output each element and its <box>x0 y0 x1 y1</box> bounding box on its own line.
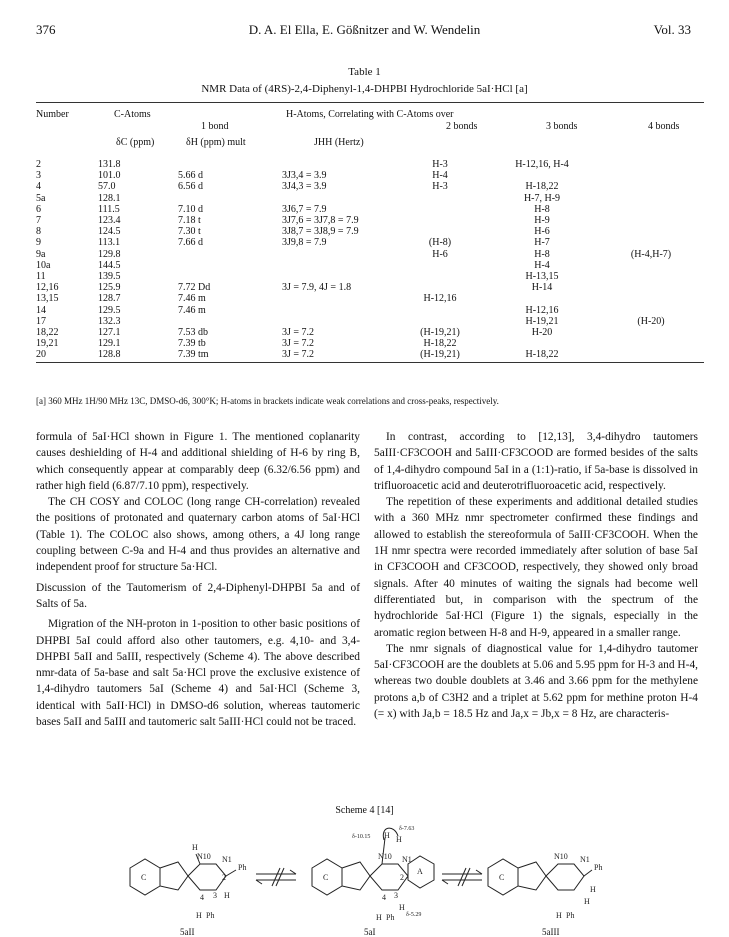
header-number: Number <box>36 109 69 120</box>
table-label: Table 1 <box>348 66 381 78</box>
table-title: NMR Data of (4RS)-2,4-Diphenyl-1,4-DHPBI Hydrochloride 5aI·HCl [a] <box>201 83 528 95</box>
table-cell: 7.46 m <box>178 293 206 305</box>
table-row <box>36 226 704 237</box>
svg-text:4: 4 <box>382 893 386 902</box>
table-cell <box>598 204 704 215</box>
svg-text:Ph: Ph <box>386 913 395 922</box>
table-cell <box>598 305 704 316</box>
svg-text:3: 3 <box>394 891 398 900</box>
structure-5aII <box>130 843 246 920</box>
svg-text:H: H <box>192 843 198 852</box>
header-2-bonds: 2 bonds <box>446 121 478 132</box>
table-cell <box>282 260 394 271</box>
table-cell: 7 <box>36 215 41 227</box>
label-5aII: 5aII <box>180 927 195 937</box>
structure-5aI <box>312 826 434 922</box>
svg-text:H: H <box>590 885 596 894</box>
table-cell: H-12,16, H-4 <box>515 159 569 170</box>
svg-text:H: H <box>556 911 562 920</box>
table-row <box>36 349 704 360</box>
table-cell: 123.4 <box>98 215 121 227</box>
svg-text:C: C <box>499 873 505 882</box>
table-cell <box>178 271 282 282</box>
left-column <box>36 429 360 730</box>
page-number: 376 <box>36 22 56 37</box>
table-cell: 7.39 tb <box>178 338 206 350</box>
header-delta-h: δH (ppm) mult <box>186 137 246 148</box>
table-cell <box>598 271 704 282</box>
svg-text:δ-5.29: δ-5.29 <box>406 912 422 918</box>
table-cell: H-4 <box>432 170 448 182</box>
table-cell: 128.7 <box>98 293 121 305</box>
table-cell: 6 <box>36 203 41 215</box>
table-cell <box>394 316 486 327</box>
svg-text:N10: N10 <box>197 852 211 861</box>
table-cell: 57.0 <box>98 181 116 193</box>
table-cell: H-18,22 <box>423 338 457 350</box>
table-cell <box>394 305 486 316</box>
table-cell: 131.8 <box>98 159 121 170</box>
table-row <box>36 170 704 181</box>
table-cell: 2 <box>36 159 41 170</box>
table-cell <box>598 327 704 338</box>
table-cell <box>178 249 282 260</box>
table-cell: 129.1 <box>98 338 121 350</box>
table-row <box>36 271 704 282</box>
table-cell <box>178 260 282 271</box>
table-cell <box>598 193 704 204</box>
table-row <box>36 193 704 204</box>
header-1-bond: 1 bond <box>201 121 229 132</box>
table-cell <box>282 305 394 316</box>
table-cell: H-20 <box>531 327 553 339</box>
table-cell <box>486 338 598 349</box>
table-cell: (H-19,21) <box>420 349 460 361</box>
table-row <box>36 181 704 192</box>
table-cell <box>598 338 704 349</box>
header-jhh: JHH (Hertz) <box>314 137 364 148</box>
volume-label: Vol. 33 <box>653 22 691 37</box>
table-cell: 113.1 <box>98 237 121 249</box>
table-cell: 18,22 <box>36 327 59 339</box>
table-cell: H-3 <box>432 159 448 170</box>
paragraph: The nmr signals of diagnostical value for 1,4-dihydro tautomer 5aI·CF3COOH are the doublets at 5.06 and 5.95 ppm for H-3 and H-4, whereas two double doublets at 3.46 and 3.66 ppm for the methylene protons a,b of C3H2 and a triplet at 5.62 ppm for methine proton H-4 (= x) with Ja,b = 18.5 Hz and Ja,x = Jb,x = 8 Hz, are characteris- <box>374 642 698 721</box>
table-cell: 9 <box>36 237 41 249</box>
svg-text:H: H <box>224 891 230 900</box>
table-cell: H-7 <box>534 237 550 249</box>
table-row <box>36 305 704 316</box>
svg-text:Ph: Ph <box>206 911 215 920</box>
svg-text:2: 2 <box>222 873 226 882</box>
header-4-bonds: 4 bonds <box>648 121 680 132</box>
table-row <box>36 159 704 170</box>
table-cell: 5.66 d <box>178 170 203 182</box>
table-cell: 3J = 7.2 <box>282 349 315 361</box>
table-cell <box>178 159 282 170</box>
table-cell: 7.72 Dd <box>178 282 211 294</box>
header-c-atoms: C-Atoms <box>114 109 151 120</box>
svg-text:H: H <box>399 903 405 912</box>
svg-text:δ-10.15: δ-10.15 <box>352 834 371 840</box>
table-row <box>36 237 704 248</box>
table-cell: 6.56 d <box>178 181 203 193</box>
table-cell: 17 <box>36 315 46 327</box>
table-cell <box>282 193 394 204</box>
table-cell: H-8 <box>534 203 550 215</box>
table-cell: 3J8,7 = 3J8,9 = 7.9 <box>282 226 359 238</box>
table-top-rule <box>36 102 704 103</box>
table-cell: 9a <box>36 248 46 260</box>
table-footnote: [a] 360 MHz 1H/90 MHz 13C, DMSO-d6, 300°K; H-atoms in brackets indicate weak correlations and cross-peaks, respectively. <box>36 396 499 406</box>
table-cell: (H-20) <box>637 315 665 327</box>
table-cell <box>178 316 282 327</box>
svg-text:N1: N1 <box>580 855 590 864</box>
ring-c-label: C <box>141 873 147 882</box>
right-column <box>374 429 698 722</box>
table-cell <box>178 193 282 204</box>
table-cell: 7.53 db <box>178 327 208 339</box>
table-row <box>36 282 704 293</box>
table-cell: 13,15 <box>36 293 59 305</box>
label-5aI: 5aI <box>364 927 376 937</box>
scheme-title: Scheme 4 [14] <box>335 805 394 816</box>
table-cell: H-14 <box>531 282 553 294</box>
table-cell: H-6 <box>534 226 550 238</box>
table-cell: 4 <box>36 181 41 193</box>
svg-text:C: C <box>323 873 329 882</box>
table-cell: 3J = 7.2 <box>282 338 315 350</box>
table-row <box>36 204 704 215</box>
table-cell: 3 <box>36 170 41 182</box>
table-cell: H-6 <box>432 248 448 260</box>
table-cell: 132.3 <box>98 315 121 327</box>
table-cell: 128.8 <box>98 349 121 361</box>
table-cell <box>394 193 486 204</box>
table-cell: 3J6,7 = 7.9 <box>282 203 327 215</box>
table-cell: 125.9 <box>98 282 121 294</box>
svg-text:Ph: Ph <box>566 911 575 920</box>
table-cell <box>282 159 394 170</box>
table-cell <box>598 226 704 237</box>
svg-text:N1: N1 <box>222 855 232 864</box>
table-cell: 127.1 <box>98 327 121 339</box>
svg-text:N10: N10 <box>554 852 568 861</box>
table-cell: 7.30 t <box>178 226 201 238</box>
table-row <box>36 327 704 338</box>
header-3-bonds: 3 bonds <box>546 121 578 132</box>
paragraph: formula of 5aI·HCl shown in Figure 1. The mentioned coplanarity causes deshielding of H-4 and additional shielding of H-6 by ring B, which consequently appear at comparably deep (6.32/6.56 ppm) and rather high field (6.87/7.10 ppm), respectively. <box>36 431 360 492</box>
table-row <box>36 293 704 304</box>
table-cell <box>282 293 394 304</box>
table-cell: 3J = 7.2 <box>282 327 315 339</box>
table-cell: H-7, H-9 <box>523 192 561 204</box>
svg-text:H: H <box>376 913 382 922</box>
header-h-atoms: H-Atoms, Correlating with C-Atoms over <box>286 109 454 120</box>
table-cell: H-3 <box>432 181 448 193</box>
table-cell <box>598 260 704 271</box>
table-cell: 19,21 <box>36 338 59 350</box>
table-row <box>36 338 704 349</box>
svg-text:4: 4 <box>200 893 204 902</box>
table-cell: (H-4,H-7) <box>630 248 672 260</box>
table-cell: H-13,15 <box>525 271 559 283</box>
table-cell: 3J9,8 = 7.9 <box>282 237 327 249</box>
nmr-data-table <box>36 159 704 361</box>
table-cell: 3J7,6 = 3J7,8 = 7.9 <box>282 215 359 227</box>
table-cell: 14 <box>36 304 46 316</box>
header-delta-c: δC (ppm) <box>116 137 155 148</box>
table-cell: H-18,22 <box>525 349 559 361</box>
scheme-structures <box>0 818 729 937</box>
table-cell: (H-8) <box>428 237 452 249</box>
svg-text:N1: N1 <box>402 855 412 864</box>
table-cell: 124.5 <box>98 226 121 238</box>
table-cell <box>394 282 486 293</box>
table-cell: 111.5 <box>98 203 120 215</box>
svg-text:δ-7.63: δ-7.63 <box>399 826 415 832</box>
table-cell <box>394 226 486 237</box>
table-cell <box>598 282 704 293</box>
table-cell: 12,16 <box>36 282 59 294</box>
table-cell: 7.10 d <box>178 203 203 215</box>
table-cell <box>598 293 704 304</box>
table-row <box>36 316 704 327</box>
table-cell: H-8 <box>534 248 550 260</box>
label-5aIII: 5aIII <box>542 927 560 937</box>
table-cell <box>598 237 704 248</box>
nmr-table-body <box>36 159 704 361</box>
table-cell <box>598 170 704 181</box>
svg-text:H: H <box>384 831 390 840</box>
equilibrium-arrow-1 <box>256 868 296 886</box>
table-cell <box>598 215 704 226</box>
table-cell: H-12,16 <box>423 293 457 305</box>
svg-text:2: 2 <box>400 873 404 882</box>
table-cell: H-18,22 <box>525 181 559 193</box>
table-cell: 7.39 tm <box>178 349 209 361</box>
table-row <box>36 249 704 260</box>
table-cell <box>282 249 394 260</box>
table-cell <box>598 159 704 170</box>
table-cell: 129.8 <box>98 248 121 260</box>
svg-text:H: H <box>584 897 590 906</box>
paragraph: In contrast, according to [12,13], 3,4-dihydro tautomers 5aIII·CF3COOH and 5aIII·CF3COOD are formed besides of the salts of 1,4-dihydro compound 5aI in a (1:1)-ratio, if 5a-base is dissolved in trifluoroacetic acid and deuterotrifluoroacetic acid, respectively. <box>374 431 698 492</box>
table-cell <box>394 204 486 215</box>
table-row <box>36 260 704 271</box>
running-header-authors: D. A. El Ella, E. Gößnitzer and W. Wendelin <box>248 22 481 37</box>
table-cell: 139.5 <box>98 271 121 283</box>
table-cell: 3J4,3 = 3.9 <box>282 181 327 193</box>
equilibrium-arrow-2 <box>442 868 482 886</box>
table-cell: H-19,21 <box>525 315 559 327</box>
paragraph: The repetition of these experiments and additional detailed studies with a 360 MHz nmr spectrometer confirmed these findings and allowed to establish the stereoformula of 5aIII·CF3COOH. When the 1H nmr spectra were recorded immediately after solution of base 5aI in CF3COOH and CF3COOD, respectively, they showed only broad signals. After 40 minutes of waiting the signals had become well differentiated but, in comparison with the spectrum of the hydrochloride 5aI·HCl (Figure 1) the signals, especially in the aromatic region between H-8 and H-9, appeared in a smaller range. <box>374 496 698 639</box>
table-cell <box>282 271 394 282</box>
structure-5aIII <box>488 852 602 920</box>
table-cell: 8 <box>36 226 41 238</box>
paragraph: Migration of the NH-proton in 1-position to other basic positions of DHPBI 5aI could afford also other tautomers, e.g. 4,10- and 3,4-DHPBI 5aII and 5aIII, respectively (Scheme 4). The above described nmr-data of 5a-base and salt 5a·HCl prove the exclusive existence of 1,4-dihydro tautomers 5aI (Scheme 4) and 5aI·HCl (Scheme 3, identical with 5aII·HCl) in DMSO-d6 solution, whereas tautomeric bases 5aII and 5aIII and tautomeric salt 5aIII·HCl could not be traced. <box>36 618 360 729</box>
table-cell: 7.46 m <box>178 304 206 316</box>
table-cell: 7.66 d <box>178 237 203 249</box>
table-cell <box>394 215 486 226</box>
table-cell: 101.0 <box>98 170 121 182</box>
svg-text:H: H <box>196 911 202 920</box>
table-cell: 144.5 <box>98 259 121 271</box>
table-cell <box>282 316 394 327</box>
table-cell <box>394 260 486 271</box>
table-cell <box>394 271 486 282</box>
paragraph: The CH COSY and COLOC (long range CH-correlation) revealed the positions of protonated and quaternary carbon atoms of 5aI·HCl (Table 1). The COLOC also shows, among others, a 4J long range coupling between C-9a and H-4 and thus provides an alternative and independent proof for structure 5a·HCl. <box>36 496 360 574</box>
svg-text:H: H <box>396 835 402 844</box>
table-cell: 129.5 <box>98 304 121 316</box>
table-cell: 11 <box>36 271 46 283</box>
section-heading: Discussion of the Tautomerism of 2,4-Diphenyl-DHPBI 5a and of Salts of 5a. <box>36 581 360 610</box>
table-cell: 128.1 <box>98 192 121 204</box>
table-cell <box>486 170 598 181</box>
table-cell: 5a <box>36 192 46 204</box>
svg-text:Ph: Ph <box>238 863 247 872</box>
table-cell: H-4 <box>534 259 550 271</box>
table-cell: 10a <box>36 259 51 271</box>
table-cell: H-12,16 <box>525 304 559 316</box>
ring-a-label: A <box>417 867 423 876</box>
table-cell: 20 <box>36 349 46 361</box>
table-cell: (H-19,21) <box>420 327 460 339</box>
table-cell <box>598 349 704 360</box>
table-cell: H-9 <box>534 215 550 227</box>
table-row <box>36 215 704 226</box>
svg-text:Ph: Ph <box>594 863 603 872</box>
table-cell: 3J = 7.9, 4J = 1.8 <box>282 282 352 294</box>
svg-text:3: 3 <box>213 891 217 900</box>
table-cell <box>486 293 598 304</box>
table-bottom-rule <box>36 362 704 363</box>
table-cell <box>598 181 704 192</box>
svg-text:N10: N10 <box>378 852 392 861</box>
table-cell: 3J3,4 = 3.9 <box>282 170 327 182</box>
table-cell: 7.18 t <box>178 215 201 227</box>
